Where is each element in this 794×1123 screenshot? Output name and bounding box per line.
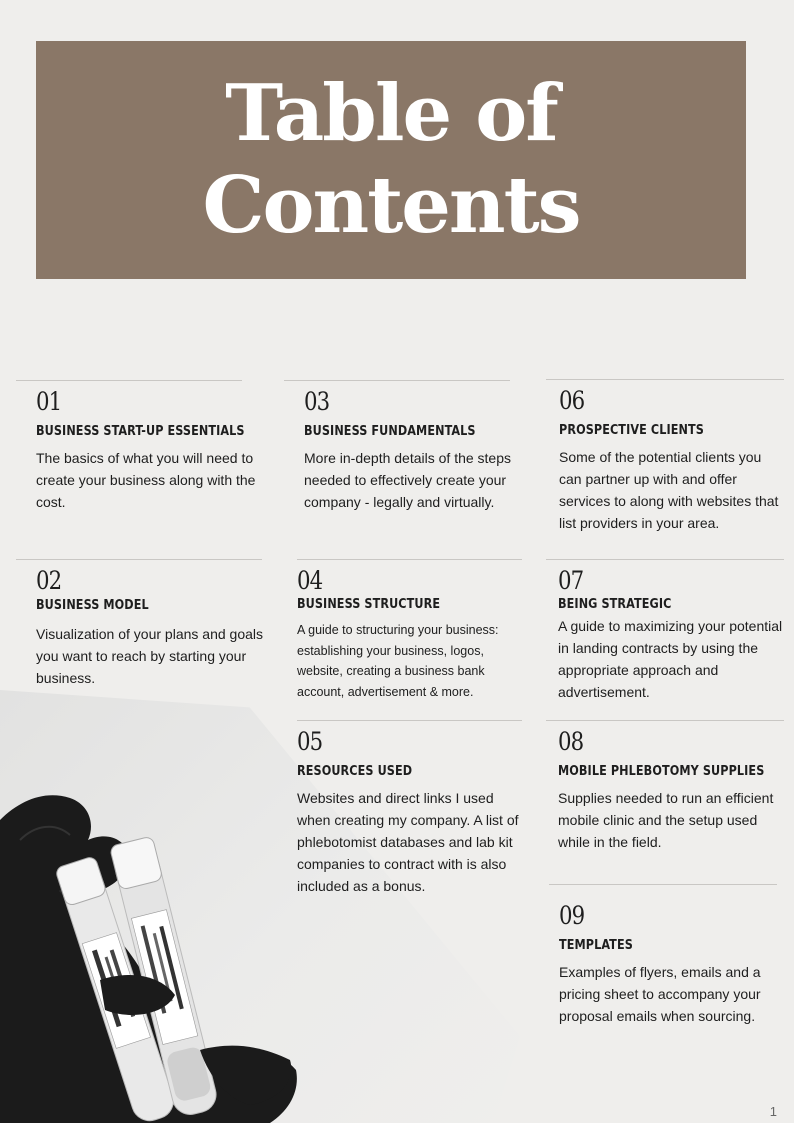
entry-heading: MOBILE PHLEBOTOMY SUPPLIES [558,764,765,779]
entry-number: 04 [297,566,323,595]
page-number: 1 [769,1104,777,1119]
divider [297,720,522,721]
title-banner [36,41,746,279]
title-line-1: Table of [225,68,557,159]
toc-entry-02[interactable] [16,559,262,689]
entry-description: A guide to structuring your business: establishing your business, logos, website, creating a business bank account, advertisement & more. [297,623,499,699]
entry-description: More in-depth details of the steps needed to effectively create your company - legally and virtually. [304,450,512,510]
divider [16,380,242,381]
entry-description: Examples of flyers, emails and a pricing sheet to accompany your proposal emails when sourcing. [559,964,761,1024]
entry-number: 09 [559,901,585,930]
toc-entry-08[interactable] [546,720,784,853]
divider [549,884,777,885]
entry-heading: BUSINESS STRUCTURE [297,597,441,612]
entry-number: 06 [559,386,585,415]
entry-heading: PROSPECTIVE CLIENTS [559,423,704,438]
entry-heading: BUSINESS MODEL [36,598,149,613]
entry-heading: BUSINESS START-UP ESSENTIALS [36,424,245,439]
divider [284,380,510,381]
entry-description: A guide to maximizing your potential in landing contracts by using the appropriate approach and advertisement. [558,618,783,700]
divider [546,559,784,560]
entry-description: Supplies needed to run an efficient mobile clinic and the setup used while in the field. [558,790,774,850]
entry-heading: BUSINESS FUNDAMENTALS [304,424,476,439]
entry-number: 03 [304,387,330,416]
toc-entry-05[interactable] [297,720,522,897]
toc-entry-01[interactable] [16,380,256,513]
entry-number: 05 [297,727,323,756]
entry-description: The basics of what you will need to create your business along with the cost. [36,450,256,510]
entry-description: Some of the potential clients you can partner up with and offer services to along with websites that list providers in your area. [559,449,779,531]
toc-entry-07[interactable] [546,559,784,703]
divider [546,720,784,721]
blood-tube-photo [0,780,320,1123]
entry-number: 07 [558,566,584,595]
entry-heading: TEMPLATES [559,938,633,953]
entry-number: 08 [558,727,584,756]
entry-heading: BEING STRATEGIC [558,597,672,612]
toc-entry-04[interactable] [297,559,522,702]
title-line-2: Contents [202,160,580,251]
divider [16,559,262,560]
toc-entry-03[interactable] [284,380,510,513]
entry-number: 01 [36,387,62,416]
divider [297,559,522,560]
entry-description: Visualization of your plans and goals you want to reach by starting your business. [36,626,264,686]
entry-heading: RESOURCES USED [297,764,413,779]
toc-entry-06[interactable] [546,379,784,534]
divider [546,379,784,380]
entry-number: 02 [36,566,62,595]
entry-description: Websites and direct links I used when creating my company. A list of phlebotomist databases and lab kit companies to contract with is also included as a bonus. [297,790,519,894]
toc-entry-09[interactable] [549,884,777,1027]
